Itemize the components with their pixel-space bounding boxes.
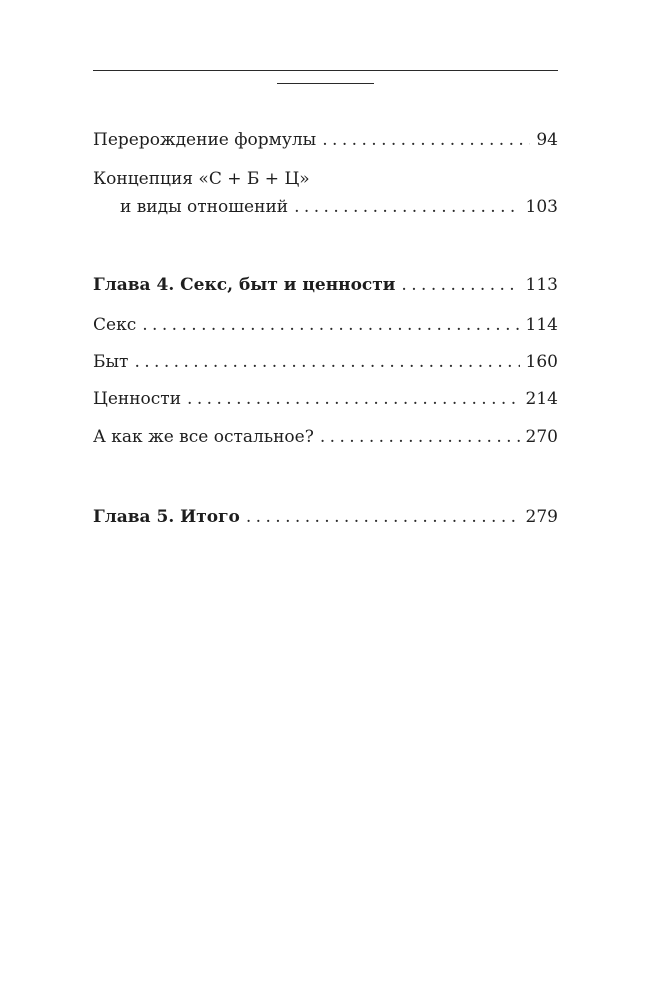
dot-leader — [320, 426, 520, 448]
dot-leader — [294, 196, 519, 218]
toc-entry-page: 214 — [525, 389, 558, 409]
header-rule — [93, 70, 558, 71]
dot-leader — [401, 274, 519, 296]
toc-entry-chapter-4[interactable] — [93, 274, 558, 296]
toc-entry-sex[interactable] — [93, 314, 558, 336]
toc-entry-page: 113 — [525, 275, 558, 295]
dot-leader — [187, 388, 520, 410]
toc-entry-title: и виды отношений — [120, 197, 289, 217]
toc-entry-title: А как же все остальное? — [93, 427, 314, 447]
toc-entry-title: Ценности — [93, 389, 182, 409]
toc-entry-page: 94 — [536, 130, 558, 150]
toc-entry-concept-line1[interactable]: Концепция «С + Б + Ц» — [93, 169, 310, 189]
toc-entry-title: Секс — [93, 315, 137, 335]
toc-entry-title: Перерождение формулы — [93, 130, 317, 150]
toc-entry-page: 103 — [525, 197, 558, 217]
dot-leader — [142, 314, 519, 336]
toc-entry-rebirth-formula[interactable] — [93, 129, 558, 151]
toc-entry-title: Глава 4. Секс, быт и ценности — [93, 275, 396, 295]
toc-entry-page: 160 — [525, 352, 558, 372]
toc-entry-chapter-5[interactable] — [93, 506, 558, 528]
toc-entry-page: 114 — [525, 315, 558, 335]
dot-leader — [134, 351, 519, 373]
toc-entry-page: 270 — [525, 427, 558, 447]
dot-leader — [322, 129, 530, 151]
toc-entry-title: Глава 5. Итого — [93, 507, 240, 527]
dot-leader — [246, 506, 520, 528]
toc-entry-values[interactable] — [93, 388, 558, 410]
header-short-rule — [277, 83, 374, 84]
toc-entry-page: 279 — [525, 507, 558, 527]
toc-entry-title: Быт — [93, 352, 129, 372]
toc-entry-concept[interactable] — [93, 196, 558, 218]
toc-entry-everything-else[interactable] — [93, 426, 558, 448]
toc-entry-byt[interactable] — [93, 351, 558, 373]
